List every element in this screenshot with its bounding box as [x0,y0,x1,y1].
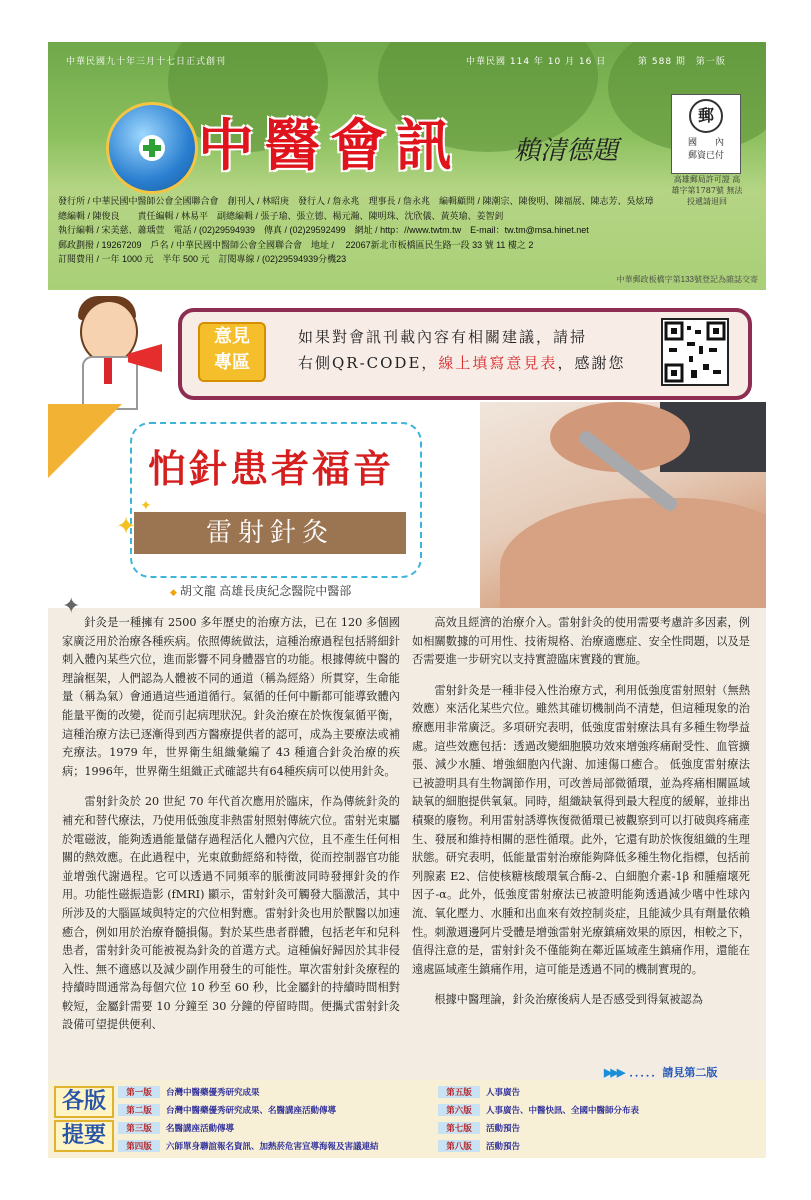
index-row[interactable] [438,1104,639,1118]
index-page: 第四版 [118,1140,160,1152]
index-page: 第二版 [118,1104,160,1116]
index-text: 活動預告 [486,1123,521,1133]
calligraphy-inscription: 賴清德題 [514,136,619,166]
newspaper-title: 中醫會訊 [198,113,462,179]
publisher-info [58,194,758,267]
issue-date: 中華民國 114 年 10 月 16 日 [466,57,607,67]
column-left [62,614,400,1035]
index-page: 第六版 [438,1104,480,1116]
index-page: 第一版 [118,1086,160,1098]
continued-link[interactable] [604,1064,717,1080]
doctor-illustration [66,300,156,410]
feedback-line-1: 如果對會訊刊載內容有相關建議，請掃 [298,328,588,346]
founded-date: 中華民國九十年三月十七日正式創刊 [66,57,227,67]
sparkle-icon: ✦ [140,498,152,514]
index-page: 第五版 [438,1086,480,1098]
index-caption-bottom: 提要 [54,1120,114,1152]
index-row[interactable] [438,1140,520,1154]
continued-text: ．．．．．請見第二版 [629,1067,718,1079]
feedback-tag [198,322,266,382]
article-subheadline: 雷射針灸 [134,512,406,554]
article-body [48,608,766,1080]
paragraph: 針灸是一種擁有 2500 多年歷史的治療方法，已在 120 多個國家廣泛用於治療各種疾病。依照傳統做法，這種治療過程包括將細針刺入體內某些穴位，進而影響不同身體器官的功能。根據傳統中醫的理論框架，人們認為人體被不同的通道（稱為經絡）所貫穿，生命能量（稱為氣）會通過這些通道循行。氣循的任何中斷都可能導致體內能量平衡的改變，從而引起病理狀況。針灸治療在於恢復氣循平衡，這種治療方法已逐漸得到西方醫療提供者的認可，成為主要療法或補充療法。1979 年，世界衛生組織彙編了 43 種適合針灸治療的疾病；1996年，世界衛生組織正式確認共有64種疾病可以使用針灸。 [62,616,400,778]
index-page: 第七版 [438,1122,480,1134]
info-line: 郵政劃撥 / 19267209 戶名 / 中華民國中醫師公會全國聯合會 地址 / 22067新北市板橋區民生路一段 33 號 11 樓之 2 [58,239,534,250]
feedback-line-2 [298,350,658,376]
feedback-line-2-prefix: 右側QR-CODE， [298,354,439,372]
article-author: ◆ 胡文龍 高雄長庚紀念醫院中醫部 [170,582,351,599]
info-line: 訂閱費用 / 一年 1000 元 半年 500 元 訂閱專線 / (02)29594939分機23 [58,254,347,264]
postage-box [671,94,741,174]
index-row[interactable] [438,1122,520,1136]
info-line: 執行編輯 / 宋美慈、蕭瑀萱 電話 / (02)29594939 傳真 / (02)29592499 網址 / http：//www.twtm.tw E-mail：tw.tm@msa.hinet.net [58,225,589,235]
postage-domestic: 國 內 [687,138,724,148]
postage-symbol: 郵 [689,99,723,133]
association-logo [106,102,198,194]
paragraph: 雷射針灸於 20 世紀 70 年代首次應用於臨床，作為傳統針灸的補充和替代療法，乃使用低強度非熱雷射照射傳統穴位。雷射光束屬於電磁波，能夠透過能量儲存過程活化人體內穴位，且不產生任何相關的熱效應。在此過程中，光束啟動經絡和特徵，從而控制器官功能並增強代謝過程。它可以透過不同頻率的脈衝波同時發揮針灸的作用。功能性磁振造影 (fMRI) 顯示，雷射針灸可觸發大腦激活，其中所涉及的大腦區域與特定的穴位相對應。雷射針灸也用於獸醫以加速癒合，例如用於治療脊髓損傷。對於某些患者群體，包括老年和兒科患者，雷射針灸可能被視為針灸的首選方式。這種偏好歸因於其非侵入性、無不適感以及減少副作用發生的可能性。單次雷射針灸療程的持續時間通常為每個穴位 10 秒至 60 秒，比金屬針的持續時間相對較短，金屬針需要 10 分鐘至 30 分鐘的停留時間。便攜式雷射針灸設備可望提供便利、 [62,795,400,1032]
newspaper-page [48,42,766,1158]
column-right [412,614,750,1010]
article-headline: 怕針患者福音 [148,447,395,491]
index-text: 名醫講座活動傳導 [166,1123,235,1133]
masthead [48,42,766,290]
index-text: 人事廣告 [486,1087,521,1097]
index-text: 六師單身聯誼報名資訊、加熱菸危害宣導海報及害議連結 [166,1141,379,1151]
index-text: 人事廣告、中醫快訊、全國中醫師分布表 [486,1105,640,1115]
paragraph: 雷射針灸是一種非侵入性治療方式，利用低強度雷射照射（無熱效應）來活化某些穴位。雖然其確切機制尚不清楚，但這種現象的治療應用非常廣泛。多項研究表明，低強度雷射療法具有多種生物學益處。這些效應包括：透過改變細胞膜功效來增強疼痛耐受性、血管擴張、減少水腫、增強細胞內代謝、加速傷口癒合。 低強度雷射療法已被證明具有生物調節作用，可改善局部微循環，並為疼痛相關區域缺氧的細胞提供氧氣。同時，組織缺氧得到最大程度的緩解，並排出積聚的廢物。利用雷射誘導恢復微循環已被觀察到可以打破與疼痛產生、發展和維持相關的惡性循環。此外，它還有助於恢復組織的生理狀態。研究表明，低能量雷射治療能夠降低多種生物化指標，包括前列腺素 E2、信使核糖核酸環氧合酶-2、白細胞介素-1β 和腫瘤壞死因子-α。此外，低強度雷射療法已被證明能夠透過減少嗜中性球內流、氧化壓力、水腫和出血來有效控制炎症，且能減少具有劑量依賴性。刺激週邊阿片受體是增強雷射光療鎮痛效果的原因，相較之下，值得注意的是，雷射針灸不僅能夠在鄰近區域產生鎮痛作用，還能在遠處區域產生鎮痛作用，這可能是透過不同的機制實現的。 [412,683,750,976]
index-page: 第八版 [438,1140,480,1152]
index-text: 台灣中醫藥優秀研究成果、名醫講座活動傳導 [166,1105,337,1115]
info-line: 總編輯 / 陳俊良 責任編輯 / 林易平 副總編輯 / 張子瑜、張立德、楊元瀚、陳明珠、沈欣儀、黃英瑜、姜智釗 [58,210,504,221]
index-row[interactable] [438,1086,520,1100]
issue-number: 第 588 期 第一版 [638,57,726,67]
arrow-icon: ▶▶▶ [604,1067,624,1079]
corner-decoration [48,404,122,478]
index-text: 台灣中醫藥優秀研究成果 [166,1087,260,1097]
index-caption-top: 各版 [54,1086,114,1118]
page-index [48,1080,766,1158]
registration-note: 中華郵政板橋字第133號登記為雜誌交寄 [616,275,758,284]
feedback-form-link[interactable]: 線上填寫意見表 [438,354,558,372]
feedback-tag-bottom: 專區 [214,352,250,373]
paragraph: 高效且經濟的治療介入。雷射針灸的使用需要考慮許多因素，例如相關數據的可用性、技術規格、治療適應症、安全性問題，以及是否需要進一步研究以支持實證臨床實踐的實施。 [412,616,750,667]
feedback-line-2-suffix: ，感謝您 [557,354,626,372]
sparkle-icon: ✦ [116,512,137,540]
index-row[interactable] [118,1104,336,1118]
qr-code[interactable] [661,318,729,386]
feedback-tag-top: 意見 [214,326,250,347]
paragraph: 根據中醫理論，針灸治療後病人是否感受到得氣被認為 [434,993,703,1007]
index-row[interactable] [118,1122,234,1136]
index-row[interactable] [118,1140,379,1154]
laser-acupuncture-photo [480,402,766,608]
index-row[interactable] [118,1086,260,1100]
index-text: 活動預告 [486,1141,521,1151]
feedback-text [298,324,658,376]
postage-permit-note: 高雄郵局許可證 高雄字第1787號 無法投遞請退回 [671,175,743,206]
sparkle-icon: ✦ [62,594,81,619]
postage-paid: 郵資已付 [687,151,724,161]
index-page: 第三版 [118,1122,160,1134]
info-line: 發行所 / 中華民國中醫師公會全國聯合會 創刊人 / 林昭庚 發行人 / 詹永兆 理事長 / 詹永兆 編輯顧問 / 陳潮宗、陳俊明、陳福展、陳志芳、吳炫璋 [58,196,654,206]
